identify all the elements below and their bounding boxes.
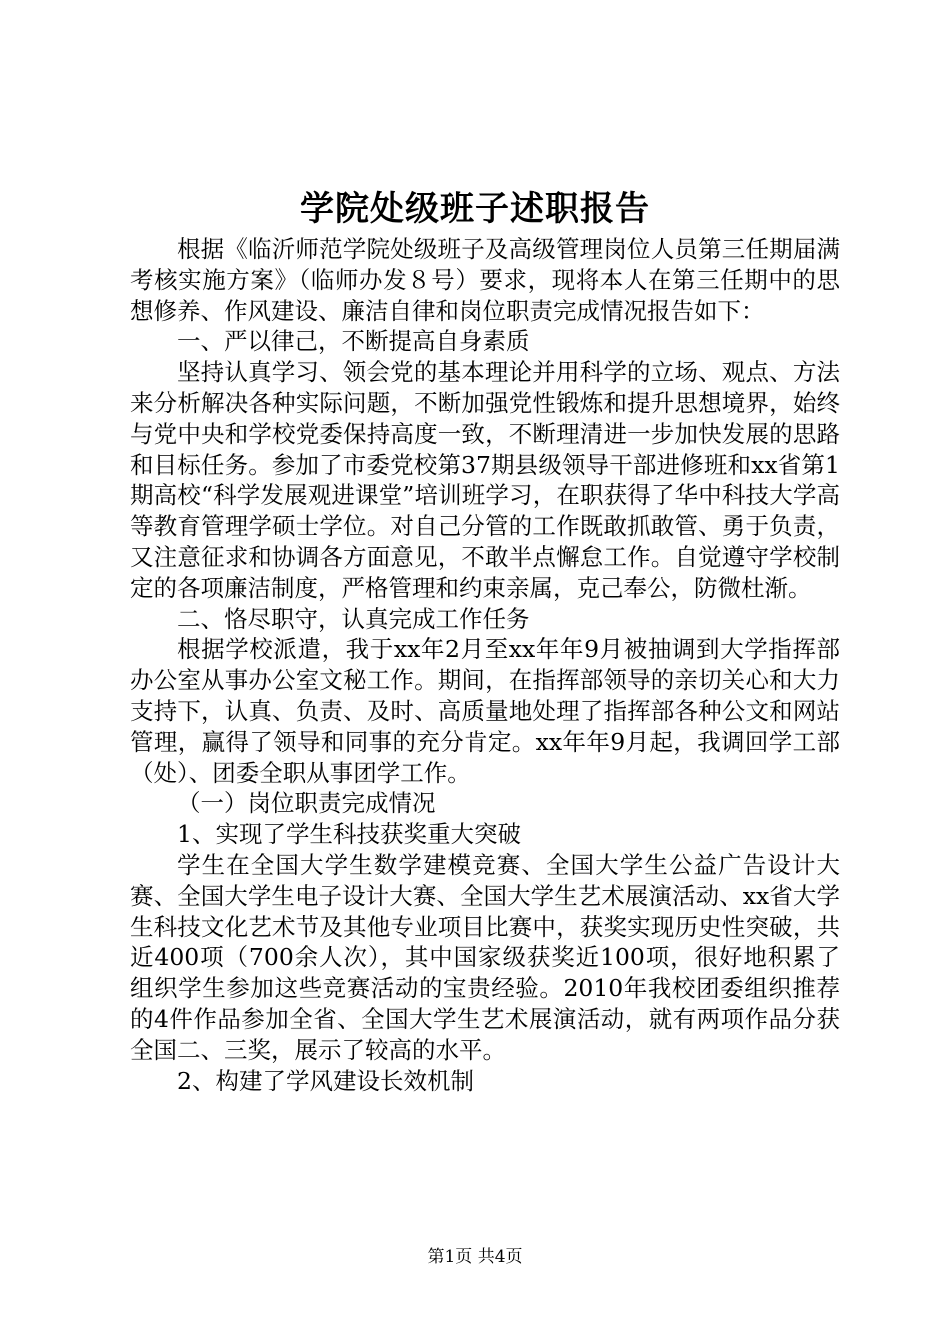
section-heading-2: 二、恪尽职守，认真完成工作任务 [177,604,530,633]
document-title: 学院处级班子述职报告 [300,189,650,229]
paragraph-self-discipline: 坚持认真学习、领会党的基本理论并用科学的立场、观点、方法来分析解决各种实际问题，不断加强党性锻炼和提升思想境界，始终与党中央和学校党委保持高度一致，不断理清进一步加快发展的思路和目标任务。参加了市委党校第37期县级领导干部进修班和xx省第1期高校“科学发展观进课堂”培训班学习，在职获得了华中科技大学高等教育管理学硕士学位。对自己分管的工作既敢抓敢管、勇于负责，又注意征求和协调各方面意见，不敢半点懈怠工作。自觉遵守学校制定的各项廉洁制度，严格管理和约束亲属，克己奉公，防微杜渐。 [130,358,840,602]
item-heading-1: 1、实现了学生科技获奖重大突破 [177,820,521,849]
document-body [130,234,840,1096]
subsection-heading-1: （一）岗位职责完成情况 [177,789,436,818]
item-heading-2: 2、构建了学风建设长效机制 [177,1066,474,1095]
paragraph-assignment: 根据学校派遣，我于xx年2月至xx年年9月被抽调到大学指挥部办公室从事办公室文秘工作。期间，在指挥部领导的亲切关心和大力支持下，认真、负责、及时、高质量地处理了指挥部各种公文和网站管理，赢得了领导和同事的充分肯定。xx年年9月起，我调回学工部（处）、团委全职从事团学工作。 [130,635,840,787]
page-number-footer: 第1页 共4页 [427,1247,523,1267]
section-heading-1: 一、严以律己，不断提高自身素质 [177,327,530,356]
paragraph-awards: 学生在全国大学生数学建模竞赛、全国大学生公益广告设计大赛、全国大学生电子设计大赛、全国大学生艺术展演活动、xx省大学生科技文化艺术节及其他专业项目比赛中，获奖实现历史性突破，共近400项（700余人次），其中国家级获奖近100项，很好地积累了组织学生参加这些竞赛活动的宝贵经验。2010年我校团委组织推荐的4件作品参加全省、全国大学生艺术展演活动，就有两项作品分获全国二、三奖，展示了较高的水平。 [130,850,840,1064]
paragraph-intro: 根据《临沂师范学院处级班子及高级管理岗位人员第三任期届满考核实施方案》（临师办发８号）要求，现将本人在第三任期中的思想修养、作风建设、廉洁自律和岗位职责完成情况报告如下： [130,235,840,325]
